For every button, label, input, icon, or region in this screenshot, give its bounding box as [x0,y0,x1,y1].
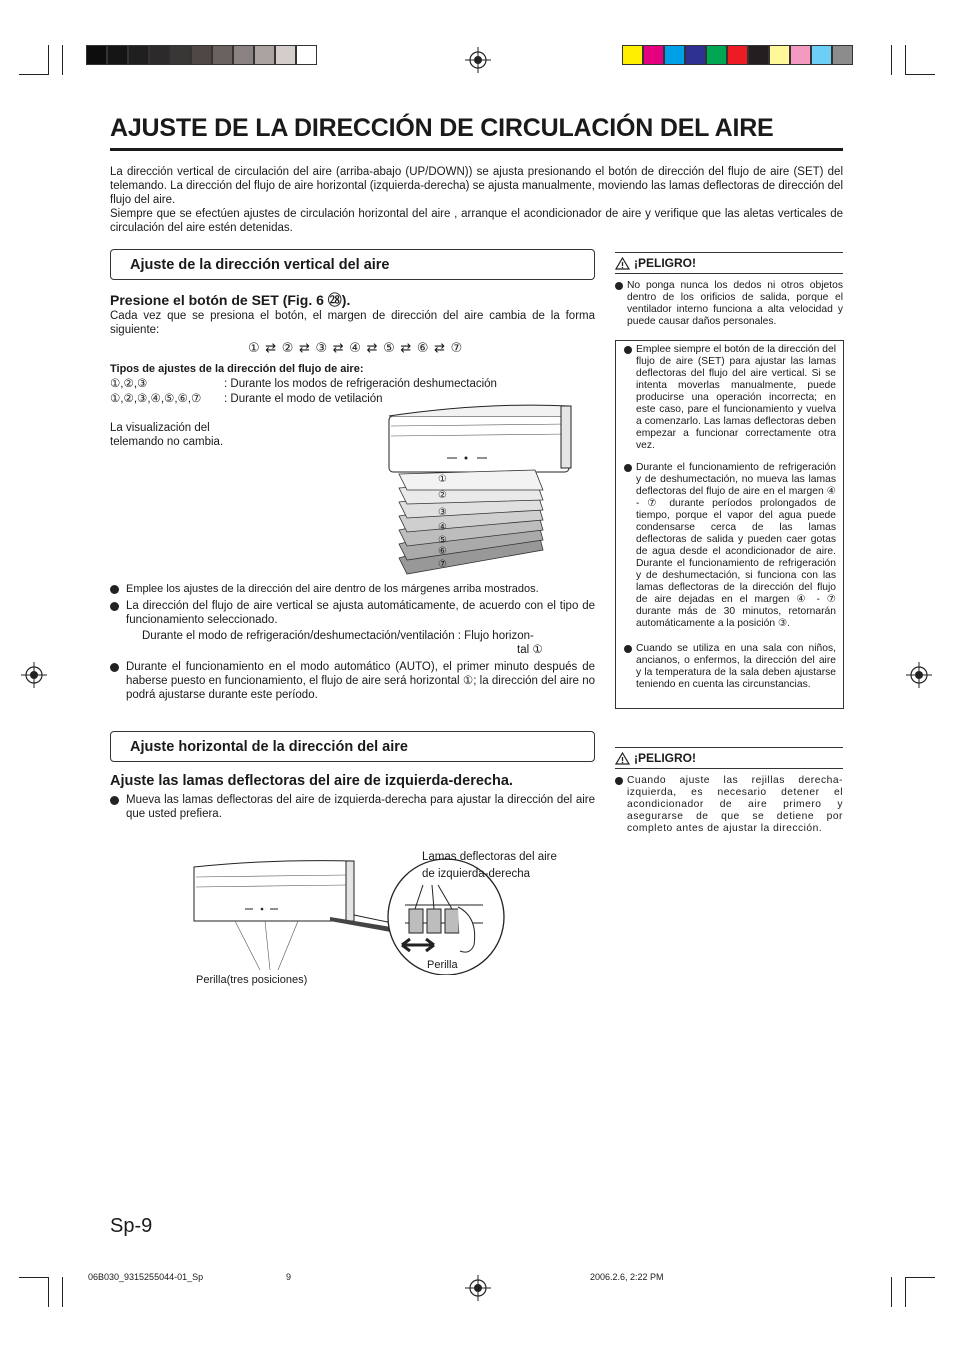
danger-label-1: ¡PELIGRO! [634,256,696,270]
label-lamas-line-1: Lamas deflectoras del aire [422,851,557,863]
section-horizontal-header: Ajuste horizontal de la dirección del aire [110,731,595,762]
type-row-1-value: : Durante los modos de refrigeración deshumectación [224,378,497,390]
danger-header-1 [615,252,843,274]
registration-mark-bottom [465,1275,491,1301]
position-sequence: ① ⇄ ② ⇄ ③ ⇄ ④ ⇄ ⑤ ⇄ ⑥ ⇄ ⑦ [248,340,464,355]
color-bar [622,45,853,65]
louver-pos-4: ④ [438,522,447,533]
louver-pos-1: ① [438,474,447,485]
intro-paragraph-1: La dirección vertical de circulación del aire (arriba-abajo (UP/DOWN)) se ajusta presionando el botón de dirección del flujo de aire (SET) del telemando. La dirección del flujo de aire horizontal (izquierda-derecha) se ajusta manualmente, moviendo las lamas deflectoras de dirección del flujo del aire. [110,166,843,206]
type-row-1-key: ①,②,③ [110,378,148,390]
footer-page: 9 [286,1272,292,1282]
vertical-bullet-3: Durante el funcionamiento en el modo automático (AUTO), el primer minuto después de haberse puesto en funcionamiento, el flujo de aire será horizontal ①; la dirección del aire no podrá ajustarse durante este período. [110,660,595,702]
gray-swatch-10 [275,45,296,65]
vertical-bullet-2-sub2: tal ① [517,644,543,656]
color-swatch-6 [727,45,748,65]
page-number: Sp-9 [110,1215,153,1237]
grayscale-bar [86,45,317,65]
registration-mark-left [21,662,47,688]
display-note: La visualización del telemando no cambia. [110,422,224,448]
horizontal-heading: Ajuste las lamas deflectoras del aire de izquierda-derecha. [110,773,513,789]
danger-label-2: ¡PELIGRO! [634,751,696,765]
color-swatch-11 [832,45,853,65]
color-swatch-4 [685,45,706,65]
louver-pos-6: ⑥ [438,546,447,557]
label-lamas-line-2: de izquierda-derecha [422,868,531,880]
gray-swatch-11 [296,45,317,65]
color-swatch-3 [664,45,685,65]
louver-pos-3: ③ [438,507,447,518]
registration-mark-top [465,47,491,73]
vertical-bullet-2: La dirección del flujo de aire vertical se ajusta automáticamente, de acuerdo con el tipo de funcionamiento seleccionado. [110,599,595,627]
louver-pos-5: ⑤ [438,535,447,546]
color-swatch-10 [811,45,832,65]
louver-position-shape-1 [399,470,543,490]
gray-swatch-2 [107,45,128,65]
label-perilla-tres: Perilla(tres posiciones) [196,974,308,986]
title-rule [110,148,843,151]
danger-header-2 [615,747,843,769]
gray-swatch-3 [128,45,149,65]
color-swatch-8 [769,45,790,65]
registration-mark-right [906,662,932,688]
danger-2-bullet: Cuando ajuste las rejillas derecha-izquierda, es necesario detener el acondicionador de aire primero y asegurarse de que se detiene por completo antes de ajustar la dirección. [615,775,843,835]
gray-swatch-4 [149,45,170,65]
vertical-desc: Cada vez que se presiona el botón, el margen de dirección del aire cambia de la forma siguiente: [110,310,595,336]
type-row-2-key: ①,②,③,④,⑤,⑥,⑦ [110,393,202,405]
color-swatch-5 [706,45,727,65]
warning-triangle-icon [615,752,630,765]
louver-pos-2: ② [438,490,447,501]
footer-file: 06B030_9315255044-01_Sp [88,1272,204,1282]
intro-text [110,165,843,235]
color-swatch-1 [622,45,643,65]
danger-1-bullet: No ponga nunca los dedos ni otros objetos dentro de los orificios de salida, porque el ventilador interno funciona a alta velocidad y puede causar daños personales. [615,280,843,328]
label-lamas [422,849,557,883]
footer-date: 2006.2.6, 2:22 PM [590,1272,664,1282]
gray-swatch-8 [233,45,254,65]
gray-swatch-1 [86,45,107,65]
intro-paragraph-2: Siempre que se efectúen ajustes de circulación horizontal del aire , arranque el acondicionador de aire y verifique que las aletas verticales de circulación del aire estén detenidas. [110,208,843,234]
caution-bullet-2: Durante el funcionamiento de refrigeración y de deshumectación, no mueva las lamas deflectoras del flujo de aire en el margen ④ - ⑦ durante períodos prolongados de tiempo, porque el vapor del agua puede condensarse cerca de las lamas deflectoras de salida y pueden caer gotas de agua desde el acondicionador de aire. Durante el funcionamiento de refrigeración y de deshumectación, si funciona con las lamas deflectoras de la dirección del flujo de aire dejadas en el margen ④ - ⑦ durante más de 30 minutos, retornarán automáticamente a la posición ③. [624,462,836,630]
louver-pos-7: ⑦ [438,559,447,570]
types-heading: Tipos de ajustes de la dirección del flujo de aire: [110,363,364,375]
warning-triangle-icon [615,257,630,270]
vertical-louver-illustration [385,402,580,580]
gray-swatch-9 [254,45,275,65]
color-swatch-7 [748,45,769,65]
color-swatch-9 [790,45,811,65]
label-perilla: Perilla [427,959,458,971]
section-vertical-header: Ajuste de la dirección vertical del aire [110,249,595,280]
type-row-2-value: : Durante el modo de vetilación [224,393,383,405]
gray-swatch-6 [191,45,212,65]
vertical-bullet-2-sub: Durante el modo de refrigeración/deshumectación/ventilación : Flujo horizon- [142,630,534,642]
caution-box [615,340,844,709]
horizontal-bullet: Mueva las lamas deflectoras del aire de izquierda-derecha para ajustar la dirección del aire que usted prefiera. [110,793,595,821]
caution-bullet-3: Cuando se utiliza en una sala con niños, ancianos, o enfermos, la dirección del aire y la temperatura de la sala deben ajustarse teniendo en cuenta las circunstancias. [624,643,836,691]
color-swatch-2 [643,45,664,65]
vertical-bullet-1: Emplee los ajustes de la dirección del aire dentro de los márgenes arriba mostrados. [110,582,600,596]
gray-swatch-7 [212,45,233,65]
page-title: AJUSTE DE LA DIRECCIÓN DE CIRCULACIÓN DEL AIRE [110,114,774,142]
caution-bullet-1: Emplee siempre el botón de la dirección del flujo de aire (SET) para ajustar las lamas deflectoras del flujo del aire vertical. Si se intenta moverlas manualmente, puede producirse una operación incorrecta; en este caso, pare el funcionamiento y vuelva a comenzarlo. Las lamas deflectoras deben empezar a funcionar correctamente otra vez. [624,344,836,452]
vertical-heading: Presione el botón de SET (Fig. 6 ㉘). [110,292,351,308]
gray-swatch-5 [170,45,191,65]
